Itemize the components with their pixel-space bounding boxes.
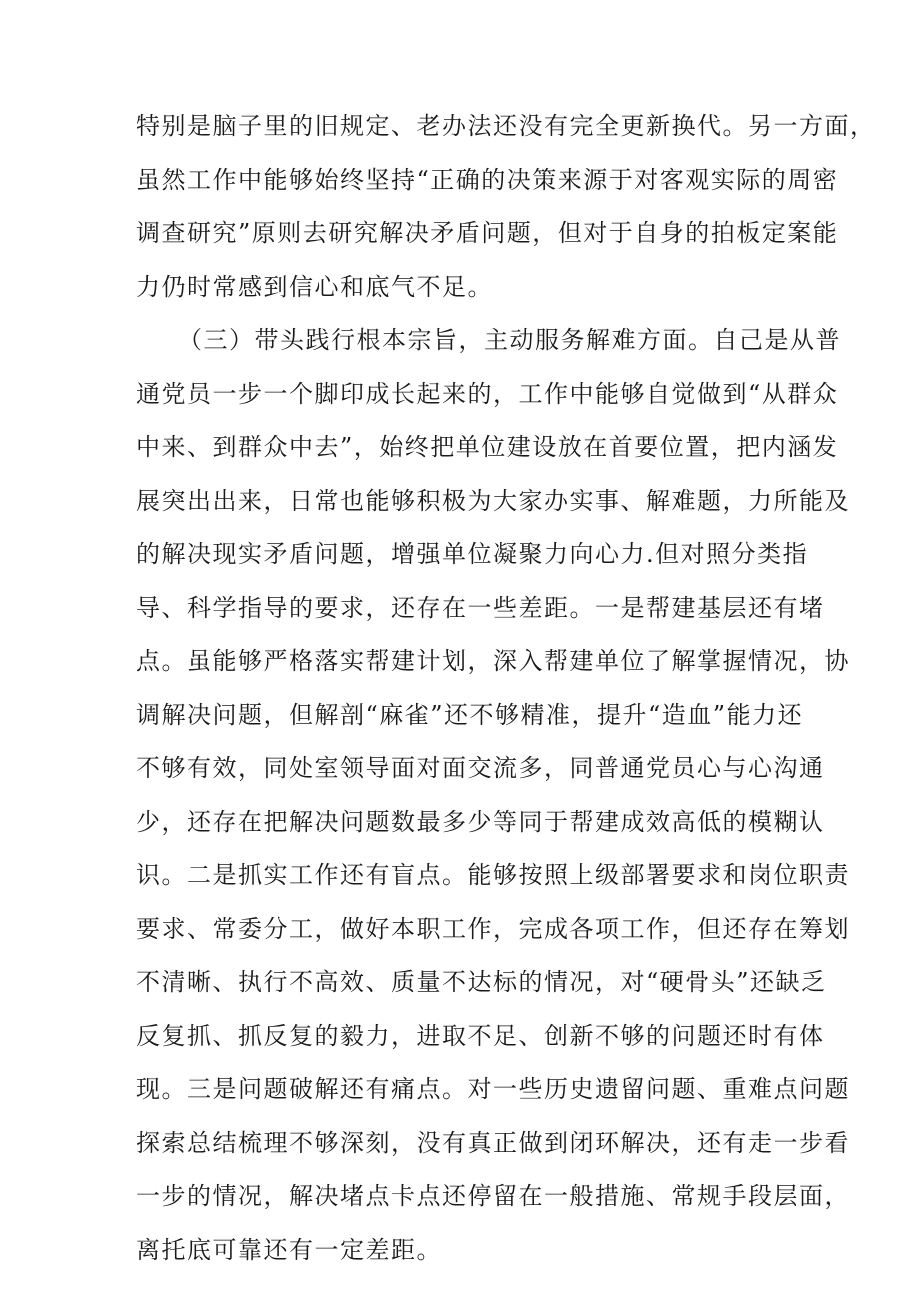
text-line: 调解决问题，但解剖“麻雀”还不够精准，提升“造血”能力还 xyxy=(136,700,804,729)
text-line: 离托底可靠还有一定差距。 xyxy=(136,1235,442,1264)
text-line: 点。虽能够严格落实帮建计划，深入帮建单位了解掌握情况，协 xyxy=(136,647,850,675)
text-line: 通党员一步一个脚印成长起来的，工作中能够自觉做到“从群众 xyxy=(136,379,839,408)
text-line: 少，还存在把解决问题数最多少等同于帮建成效高低的模糊认 xyxy=(136,807,825,836)
text-line: 中来、到群众中去”，始终把单位建设放在首要位置，把内涵发 xyxy=(136,433,839,461)
text-line: 虽然工作中能够始终坚持“正确的决策来源于对客观实际的周密 xyxy=(136,165,839,194)
text-line: 导、科学指导的要求，还存在一些差距。一是帮建基层还有堵 xyxy=(136,593,825,622)
text-line: 探索总结梳理不够深刻，没有真正做到闭环解决，还有走一步看 xyxy=(136,1128,850,1157)
text-line: 调查研究”原则去研究解决矛盾问题，但对于自身的拍板定案能 xyxy=(136,219,839,247)
text-line: 不够有效，同处室领导面对面交流多，同普通党员心与心沟通 xyxy=(136,754,825,782)
text-line: 不清晰、执行不高效、质量不达标的情况，对“硬骨头”还缺乏 xyxy=(136,968,827,996)
section-heading-line: （三）带头践行根本宗旨，主动服务解难方面。自己是从普 xyxy=(178,326,841,354)
text-line: 现。三是问题破解还有痛点。对一些历史遗留问题、重难点问题 xyxy=(136,1075,850,1103)
body-text xyxy=(136,100,876,1277)
text-line: 一步的情况，解决堵点卡点还停留在一般措施、常规手段层面， xyxy=(136,1182,850,1210)
text-line: 反复抓、抓反复的毅力，进取不足、创新不够的问题还时有体 xyxy=(136,1021,825,1050)
text-line: 力仍时常感到信心和底气不足。 xyxy=(136,272,493,301)
text-line: 特别是脑子里的旧规定、老办法还没有完全更新换代。另一方面， xyxy=(136,112,876,140)
text-line: 要求、常委分工，做好本职工作，完成各项工作，但还存在筹划 xyxy=(136,914,850,943)
text-line: 展突出出来，日常也能够积极为大家办实事、解难题，力所能及 xyxy=(136,486,850,515)
text-line: 识。二是抓实工作还有盲点。能够按照上级部署要求和岗位职责 xyxy=(136,861,850,889)
text-line: 的解决现实矛盾问题，增强单位凝聚力向心力.但对照分类指 xyxy=(136,540,809,568)
